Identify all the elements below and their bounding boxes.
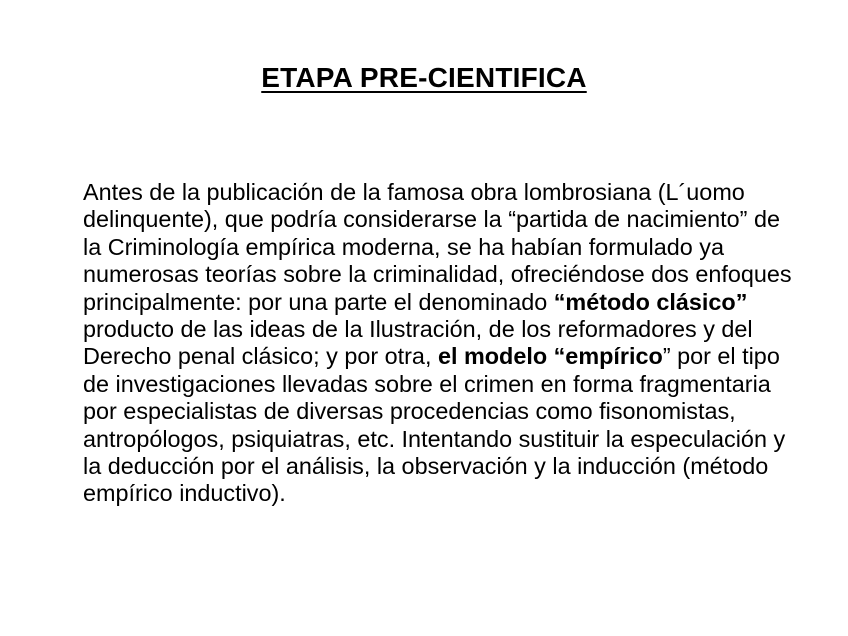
paragraph-text-2: producto de las ideas de la Ilustración, de los reformadores y del Derecho penal clásico; y por otra, bbox=[83, 316, 753, 370]
paragraph-bold-modelo-empirico: el modelo “empírico bbox=[437, 343, 663, 370]
paragraph-text-1: Antes de la publicación de la famosa obra lombrosiana (L´uomo delinquente), que podría considerarse la “partida de nacimiento” de la Criminología empírica moderna, se ha habían formulado ya numerosas teorías sobre la criminalidad, ofreciéndose dos enfoques principalmente: por una parte el denominado bbox=[83, 179, 792, 315]
body-paragraph bbox=[83, 179, 803, 508]
slide-title: ETAPA PRE-CIENTIFICA bbox=[261, 62, 587, 93]
paragraph-text-3: ” por el tipo de investigaciones llevadas sobre el crimen en forma fragmentaria por especialistas de diversas procedencias como fisonomistas, antropólogos, psiquiatras, etc. Intentando sustituir la especulación y la deducción por el análisis, la observación y la inducción (método empírico inductivo). bbox=[83, 343, 786, 507]
paragraph-bold-metodo-clasico: “método clásico” bbox=[553, 288, 748, 315]
